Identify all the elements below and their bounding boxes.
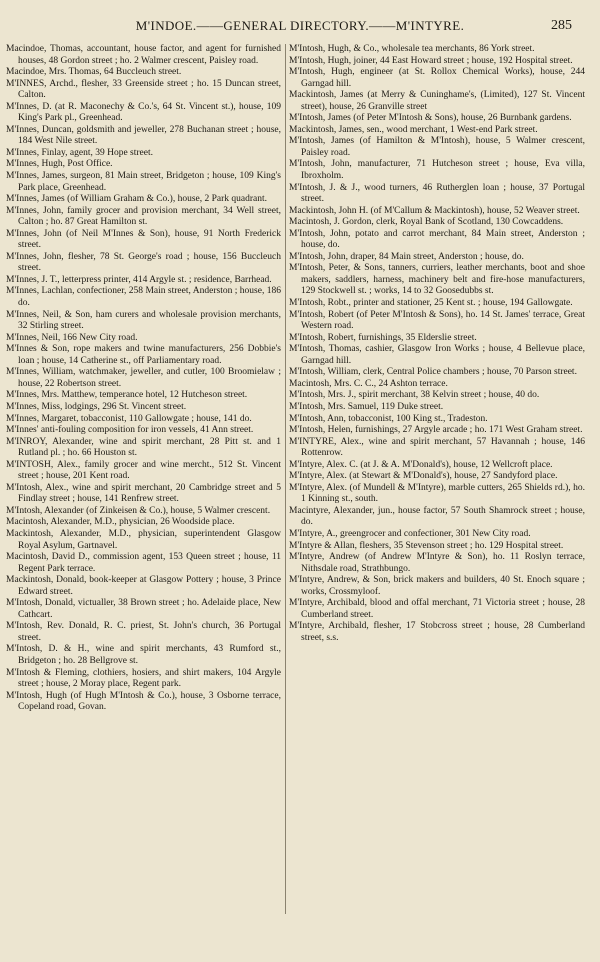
directory-entry: M'Intyre, Archibald, blood and offal merchant, 71 Victoria street ; house, 28 Cumberland street. — [289, 598, 585, 620]
directory-entry: M'Innes, John, family grocer and provision merchant, 34 Well street, Calton ; ho. 87 Great Hamilton st. — [6, 205, 281, 228]
directory-entry: M'Innes, James, surgeon, 81 Main street, Bridgeton ; house, 109 King's Park place, Greenhead. — [6, 171, 281, 193]
directory-entry: Macintosh, J. Gordon, clerk, Royal Bank of Scotland, 130 Cowcaddens. — [289, 217, 564, 228]
directory-entry: M'Intosh, John, potato and carrot merchant, 84 Main street, Anderston ; house, do. — [289, 228, 585, 251]
directory-entry: M'Intosh, Hugh (of Hugh M'Intosh & Co.), house, 3 Osborne terrace, Copeland road, Govan. — [6, 690, 281, 713]
directory-entry: M'Intyre, Alex. C. (at J. & A. M'Donald's), house, 12 Wellcroft place. — [289, 459, 553, 470]
column-divider — [285, 44, 286, 914]
directory-entry: Mackintosh, James (at Merry & Cuninghame's, (Limited), 127 St. Vincent street), house, 26 Granville street — [289, 90, 585, 112]
directory-entry: Mackintosh, Donald, book-keeper at Glasgow Pottery ; house, 3 Prince Edward street. — [6, 575, 281, 597]
directory-entry: M'Intyre, Alex. (at Stewart & M'Donald's), house, 27 Sandyford place. — [289, 471, 558, 482]
directory-entry: M'Intosh, Robert (of Peter M'Intosh & Sons), ho. 14 St. James' terrace, Great Western road. — [289, 309, 585, 332]
directory-entry: M'Intosh, Hugh, & Co., wholesale tea merchants, 86 York street. — [289, 44, 535, 54]
directory-entry: M'Innes' anti-fouling composition for iron vessels, 41 Ann street. — [6, 425, 254, 436]
directory-entry: M'INTYRE, Alex., wine and spirit merchant, 57 Havannah ; house, 146 Rottenrow. — [289, 436, 585, 459]
directory-entry: M'Intosh, Alex., wine and spirit merchant, 20 Cambridge street and 5 Findlay street ; house, 141 Renfrew street. — [6, 482, 281, 505]
directory-entry: M'Innes, Neil, & Son, ham curers and wholesale provision merchants, 32 Stirling street. — [6, 309, 281, 332]
directory-entry: M'Innes, Duncan, goldsmith and jeweller, 278 Buchanan street ; house, 184 West Nile street. — [6, 124, 281, 147]
directory-entry: M'Intosh, Thomas, cashier, Glasgow Iron Works ; house, 4 Bellevue place, Garngad hill. — [289, 344, 585, 366]
directory-entry: M'Intosh, Robt., printer and stationer, 25 Kent st. ; house, 194 Gallowgate. — [289, 298, 573, 309]
directory-entry: M'Intosh, James (of Hamilton & M'Intosh), house, 5 Walmer crescent, Paisley road. — [289, 136, 585, 158]
directory-entry: M'Intosh, Alexander (of Zinkeisen & Co.), house, 5 Walmer crescent. — [6, 505, 271, 516]
directory-entry: M'Innes, Hugh, Post Office. — [6, 159, 113, 170]
directory-entry: M'Intyre, Alex. (of Mundell & M'Intyre), marble cutters, 265 Shields rd.), ho. 1 Kinning st., south. — [289, 482, 585, 505]
page-header — [0, 18, 600, 38]
directory-entry: M'Innes, Margaret, tobacconist, 110 Gallowgate ; house, 141 do. — [6, 413, 252, 424]
directory-entry: M'Intosh, Ann, tobacconist, 100 King st., Tradeston. — [289, 413, 488, 424]
directory-entry: M'Innes, Neil, 166 New City road. — [6, 332, 138, 343]
directory-entry: M'Innes, Finlay, agent, 39 Hope street. — [6, 147, 153, 158]
directory-entry: M'Intyre, Archibald, flesher, 17 Stobcross street ; house, 28 Cumberland street, s.s. — [289, 621, 585, 643]
right-column — [289, 44, 585, 644]
directory-entry: M'Intosh & Fleming, clothiers, hosiers, and shirt makers, 104 Argyle street ; house, 2 Moray place, Regent park. — [6, 667, 281, 690]
directory-entry: M'Innes, Miss, lodgings, 296 St. Vincent street. — [6, 401, 187, 412]
directory-entry: M'Intosh, William, clerk, Central Police chambers ; house, 70 Parson street. — [289, 367, 577, 378]
directory-entry: M'Intosh, John, draper, 84 Main street, Anderston ; house, do. — [289, 251, 524, 262]
directory-entry: M'Intosh, Helen, furnishings, 27 Argyle arcade ; ho. 171 West Graham street. — [289, 425, 583, 436]
directory-entry: M'Intosh, Mrs. J., spirit merchant, 38 Kelvin street ; house, 40 do. — [289, 390, 540, 401]
directory-entry: Macintosh, David D., commission agent, 153 Queen street ; house, 11 Regent Park terrace. — [6, 552, 281, 574]
directory-entry: Mackintosh, James, sen., wood merchant, 1 West-end Park street. — [289, 124, 538, 135]
directory-entry: M'Intyre & Allan, fleshers, 35 Stevenson street ; ho. 129 Hospital street. — [289, 540, 564, 551]
directory-entry: Mackintosh, Alexander, M.D., physician, superintendent Glasgow Royal Asylum, Gartnavel. — [6, 528, 281, 551]
directory-entry: M'Intyre, Andrew (of Andrew M'Intyre & Son), ho. 11 Roslyn terrace, Nithsdale road, Strathbungo. — [289, 552, 585, 574]
directory-entry: M'Intyre, A., greengrocer and confectioner, 301 New City road. — [289, 528, 531, 539]
directory-entry: Macintosh, Alexander, M.D., physician, 26 Woodside place. — [6, 517, 235, 528]
directory-entry: M'INTOSH, Alex., family grocer and wine mercht., 512 St. Vincent street ; house, 201 Kent road. — [6, 459, 281, 482]
directory-entry: M'Innes, Mrs. Matthew, temperance hotel, 12 Hutcheson street. — [6, 390, 248, 401]
directory-entry: M'Innes, John (of Neil M'Innes & Son), house, 91 North Frederick street. — [6, 228, 281, 251]
directory-entry: Macintosh, Mrs. C. C., 24 Ashton terrace. — [289, 378, 448, 389]
directory-entry: M'Intosh, J. & J., wood turners, 46 Rutherglen loan ; house, 37 Portugal street. — [289, 182, 585, 205]
directory-entry: M'Innes, D. (at R. Maconechy & Co.'s, 64 St. Vincent st.), house, 109 King's Park pl., Greenhead. — [6, 101, 281, 124]
directory-entry: M'Intosh, Robert, furnishings, 35 Elderslie street. — [289, 332, 477, 343]
left-column — [6, 44, 281, 714]
directory-entry: M'Intosh, James (of Peter M'Intosh & Sons), house, 26 Burnbank gardens. — [289, 113, 572, 124]
directory-entry: M'Innes, John, flesher, 78 St. George's road ; house, 156 Buccleuch street. — [6, 251, 281, 274]
directory-entry: M'INROY, Alexander, wine and spirit merchant, 28 Pitt st. and 1 Rutland pl. ; ho. 66 Houston st. — [6, 436, 281, 459]
directory-entry: M'Innes, Lachlan, confectioner, 258 Main street, Anderston ; house, 186 do. — [6, 286, 281, 309]
directory-entry: M'Intosh, Peter, & Sons, tanners, curriers, leather merchants, boot and shoe makers, saddlers, harness, machinery belt and fire-hose manufacturers, 129 Stockwell st. ; works, 14 to 32 Goosedubbs st. — [289, 263, 585, 297]
directory-entry: M'Intosh, D. & H., wine and spirit merchants, 43 Rumford st., Bridgeton ; ho. 28 Bellgrove st. — [6, 644, 281, 666]
directory-entry: Macintyre, Alexander, jun., house factor, 57 South Shamrock street ; house, do. — [289, 505, 585, 528]
directory-entry: M'Intosh, John, manufacturer, 71 Hutcheson street ; house, Eva villa, Ibroxholm. — [289, 159, 585, 182]
directory-entry: Macindoe, Thomas, accountant, house factor, and agent for furnished houses, 48 Gordon street ; ho. 2 Walmer crescent, Paisley road. — [6, 44, 281, 66]
directory-entry: M'Innes, James (of William Graham & Co.), house, 2 Park quadrant. — [6, 194, 268, 205]
directory-entry: M'Innes, William, watchmaker, jeweller, and cutler, 100 Broomielaw ; house, 22 Robertson street. — [6, 367, 281, 389]
directory-entry: Macindoe, Mrs. Thomas, 64 Buccleuch street. — [6, 67, 182, 78]
directory-entry: Mackintosh, John H. (of M'Callum & Mackintosh), house, 52 Weaver street. — [289, 205, 580, 216]
running-title: M'INDOE.——GENERAL DIRECTORY.——M'INTYRE. — [135, 18, 465, 33]
directory-entry: M'Innes & Son, rope makers and twine manufacturers, 256 Dobbie's loan ; house, 14 Catherine st., off Parliamentary road. — [6, 344, 281, 366]
page-number: 285 — [551, 18, 572, 33]
directory-entry: M'INNES, Archd., flesher, 33 Greenside street ; ho. 15 Duncan street, Calton. — [6, 78, 281, 101]
directory-entry: M'Intosh, Hugh, joiner, 44 East Howard street ; house, 192 Hospital street. — [289, 55, 573, 66]
directory-entry: M'Innes, J. T., letterpress printer, 414 Argyle st. ; residence, Barrhead. — [6, 274, 272, 285]
directory-entry: M'Intyre, Andrew, & Son, brick makers and builders, 40 St. Enoch square ; works, Crossmyloof. — [289, 575, 585, 597]
directory-entry: M'Intosh, Hugh, engineer (at St. Rollox Chemical Works), house, 244 Garngad hill. — [289, 67, 585, 89]
directory-entry: M'Intosh, Rev. Donald, R. C. priest, St. John's church, 36 Portugal street. — [6, 621, 281, 643]
directory-entry: M'Intosh, Donald, victualler, 38 Brown street ; ho. Adelaide place, New Cathcart. — [6, 598, 281, 620]
directory-entry: M'Intosh, Mrs. Samuel, 119 Duke street. — [289, 401, 444, 412]
